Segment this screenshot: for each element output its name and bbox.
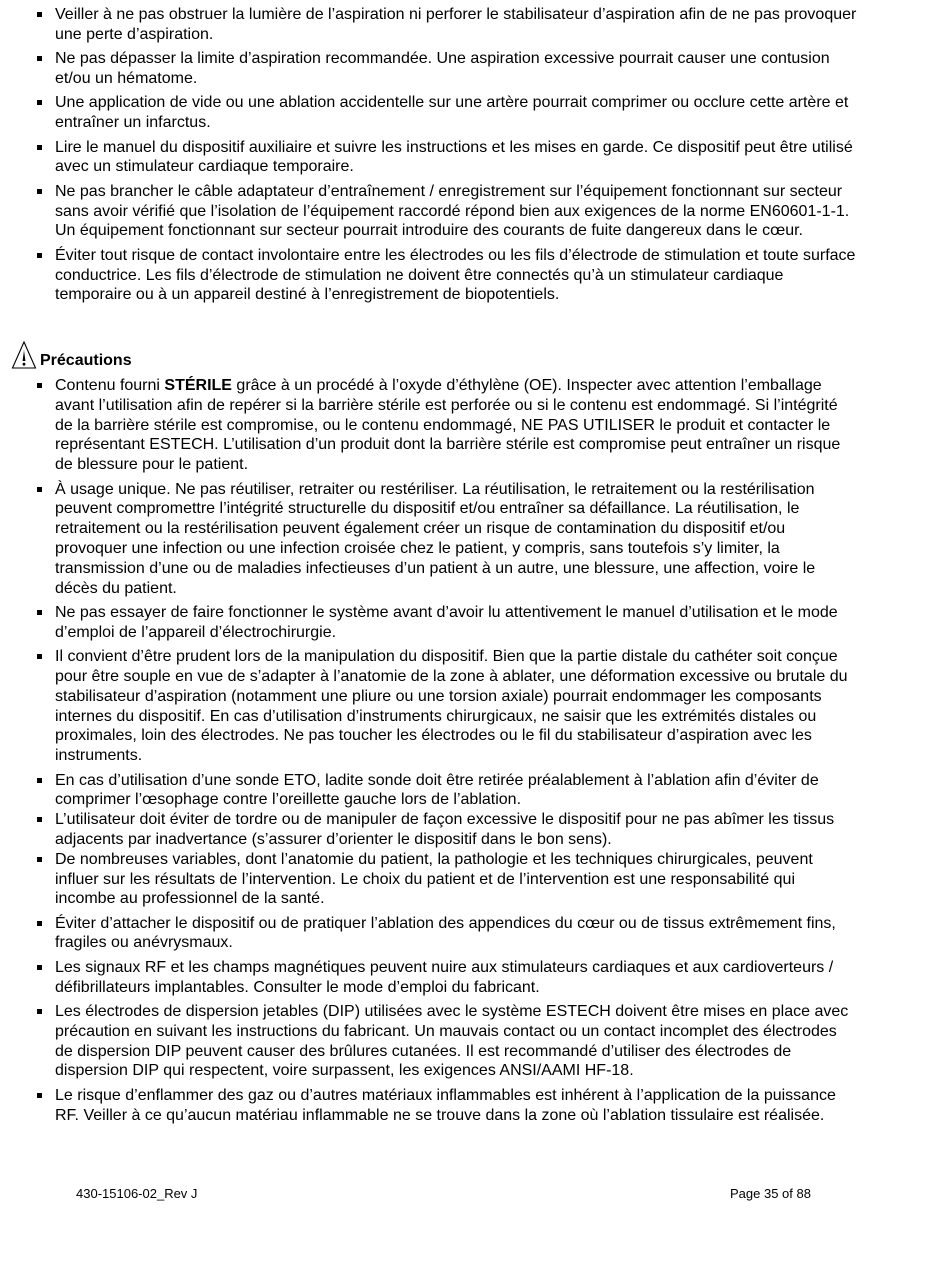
- bullet-square-icon: [37, 610, 42, 615]
- precautions-heading: [11, 336, 132, 370]
- bullet-square-icon: [37, 487, 42, 492]
- list-item-text: En cas d’utilisation d’une sonde ETO, ladite sonde doit être retirée préalablement à l’ablation afin d’éviter de comprimer l’œsophage contre l’oreillette gauche lors de l’ablation.: [55, 771, 819, 809]
- list-item: [37, 647, 857, 766]
- bullet-square-icon: [37, 145, 42, 150]
- list-item: [37, 1086, 857, 1126]
- precautions-list: [37, 376, 857, 1130]
- bullet-square-icon: [37, 383, 42, 388]
- list-item-text: Éviter d’attacher le dispositif ou de pratiquer l’ablation des appendices du cœur ou de tissus extrêmement fins, fragiles ou anévrysmaux.: [55, 914, 836, 952]
- bullet-square-icon: [37, 1093, 42, 1098]
- page-number: Page 35 of 88: [730, 1186, 811, 1201]
- section-title: Précautions: [40, 352, 132, 369]
- list-item-text: Il convient d’être prudent lors de la manipulation du dispositif. Bien que la partie distale du cathéter soit conçue pour être souple en vue de s’adapter à l’anatomie de la zone à ablater, une déformation excessive ou brutale du stabilisateur d’aspiration (notamment une pliure ou une torsion axiale) pourrait endommager les composants internes du dispositif. En cas d’utilisation d’instruments chirurgicaux, ne saisir que les extrémités distales ou proximales, loin des électrodes. Ne pas toucher les électrodes ou le fil du stabilisateur d’aspiration avec les instruments.: [55, 648, 848, 765]
- list-item-text: Ne pas essayer de faire fonctionner le système avant d’avoir lu attentivement le manuel d’utilisation et le mode d’emploi de l’appareil d’électrochirurgie.: [55, 603, 838, 641]
- list-item-text: Ne pas brancher le câble adaptateur d’entraînement / enregistrement sur l’équipement fonctionnant sur secteur sans avoir vérifié que l’isolation de l’équipement raccordé répond bien aux exigences de la norme EN60601-1-1. Un équipement fonctionnant sur secteur pourrait introduire des courants de fuite dangereux dans le cœur.: [55, 182, 850, 240]
- bullet-square-icon: [37, 253, 42, 258]
- list-item: [37, 93, 857, 133]
- list-item-text: Éviter tout risque de contact involontaire entre les électrodes ou les fils d’électrode de stimulation et toute surface conductrice. Les fils d’électrode de stimulation ne doivent être connectés qu’à un stimulateur cardiaque temporaire ou à un appareil destiné à l’enregistrement de biopotentiels.: [55, 246, 856, 304]
- list-item: [37, 914, 857, 954]
- bullet-square-icon: [37, 778, 42, 783]
- bullet-square-icon: [37, 817, 42, 822]
- warning-triangle-icon: [11, 340, 37, 370]
- bullet-square-icon: [37, 654, 42, 659]
- list-item-text: Une application de vide ou une ablation accidentelle sur une artère pourrait comprimer ou occlure cette artère et entraîner un infarctus.: [55, 94, 849, 132]
- list-item: [37, 810, 857, 850]
- bullet-square-icon: [37, 100, 42, 105]
- list-item-text: Le risque d’enflammer des gaz ou d’autres matériaux inflammables est inhérent à l’application de la puissance RF. Veiller à ce qu’aucun matériau inflammable ne se trouve dans la zone où l’ablation tissulaire est réalisée.: [55, 1086, 836, 1124]
- sterile-emphasis: STÉRILE: [164, 377, 232, 394]
- list-item-text: Contenu fourni STÉRILE grâce à un procédé à l’oxyde d’éthylène (OE). Inspecter avec attention l’emballage avant l’utilisation afin de repérer si la barrière stérile est perforée ou si le contenu est endommagé. Si l’intégrité de la barrière stérile est compromise, ou le contenu endommagé, NE PAS UTILISER le produit et contacter le représentant ESTECH. L’utilisation d’un produit dont la barrière stérile est compromise peut entraîner un risque de blessure pour le patient.: [55, 377, 841, 474]
- list-item: [37, 138, 857, 178]
- bullet-square-icon: [37, 189, 42, 194]
- list-item-text: À usage unique. Ne pas réutiliser, retraiter ou restériliser. La réutilisation, le retraitement ou la restérilisation peuvent compromettre l’intégrité structurelle du dispositif et/ou entraîner sa défaillance. La réutilisation, le retraitement ou la restérilisation peuvent également créer un risque de contamination du dispositif et/ou provoquer une infection ou une infection croisée chez le patient, y compris, sans toutefois s’y limiter, la transmission d’une ou de maladies infectieuses d’un patient à un autre, une blessure, une affection, voire le décès du patient.: [55, 480, 816, 597]
- list-item: [37, 246, 857, 305]
- bullet-square-icon: [37, 1009, 42, 1014]
- list-item: [37, 182, 857, 241]
- list-item-text: Ne pas dépasser la limite d’aspiration recommandée. Une aspiration excessive pourrait causer une contusion et/ou un hématome.: [55, 50, 830, 87]
- list-item: [37, 850, 857, 909]
- bullet-square-icon: [37, 12, 42, 17]
- list-item: [37, 480, 857, 599]
- list-item-text: L’utilisateur doit éviter de tordre ou de manipuler de façon excessive le dispositif pour ne pas abîmer les tissus adjacents par inadvertance (s’assurer d’orienter le dispositif dans le bon sens).: [55, 811, 835, 848]
- list-item: [37, 958, 857, 998]
- list-item-text: De nombreuses variables, dont l’anatomie du patient, la pathologie et les techniques chirurgicales, peuvent influer sur les résultats de l’intervention. Le choix du patient et de l’intervention est une responsabilité qui incombe au professionnel de la santé.: [55, 850, 813, 908]
- bullet-square-icon: [37, 965, 42, 970]
- list-item: [37, 603, 857, 643]
- list-item-text: Les électrodes de dispersion jetables (DIP) utilisées avec le système ESTECH doivent être mises en place avec précaution en suivant les instructions du fabricant. Un mauvais contact ou un contact incomplet des électrodes de dispersion DIP peuvent causer des brûlures cutanées. Il est recommandé d’utiliser des électrodes de dispersion DIP qui respectent, voire surpassent, les exigences ANSI/AAMI HF-18.: [55, 1003, 849, 1080]
- document-id: 430-15106-02_Rev J: [76, 1186, 198, 1201]
- list-item: [37, 376, 857, 475]
- list-item-text: Lire le manuel du dispositif auxiliaire et suivre les instructions et les mises en garde. Ce dispositif peut être utilisé avec un stimulateur cardiaque temporaire.: [55, 138, 853, 176]
- bullet-square-icon: [37, 921, 42, 926]
- list-item: [37, 49, 857, 89]
- list-item: [37, 1002, 857, 1081]
- bullet-square-icon: [37, 56, 42, 61]
- bullet-square-icon: [37, 857, 42, 862]
- list-item-text: Veiller à ne pas obstruer la lumière de l’aspiration ni perforer le stabilisateur d’aspiration afin de ne pas provoquer une perte d’aspiration.: [55, 6, 857, 43]
- list-item: [37, 5, 857, 45]
- list-item: [37, 771, 857, 811]
- list-item-text: Les signaux RF et les champs magnétiques peuvent nuire aux stimulateurs cardiaques et aux cardioverteurs / défibrillateurs implantables. Consulter le mode d’emploi du fabricant.: [55, 958, 834, 996]
- warnings-list: [37, 5, 857, 310]
